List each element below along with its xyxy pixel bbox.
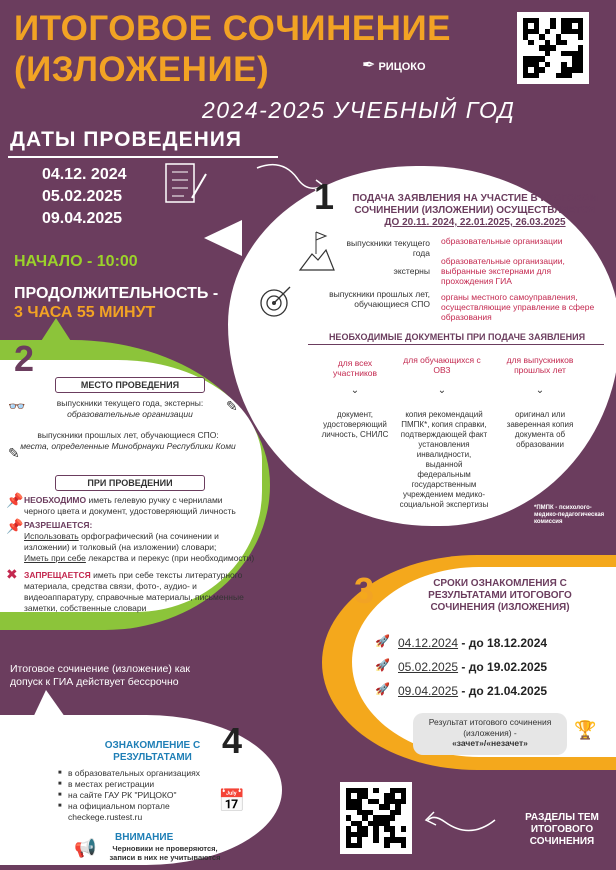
chevron-down-icon: ⌄ [535,385,545,396]
duration-value: 3 ЧАСА 55 МИНУТ [14,304,156,321]
rocket-icon: 🚀 [375,682,390,696]
results-places-list [58,768,228,823]
list-item: ■ на сайте ГАУ РК "РИЦОКО" [58,790,228,801]
ricoko-logo [362,55,426,75]
chevron-down-icon: ⌄ [350,385,360,396]
list-item[interactable]: ■ на официальном портале checkege.rustest.ru [58,801,228,823]
megaphone-icon: 📢 [74,838,97,858]
title-line-2: (ИЗЛОЖЕНИЕ) [14,50,270,89]
apply-place-current-grads: образовательные организации [441,236,563,246]
docs-col-ovz-text: копия рекомендаций ПМПК*, копия справки, подтверждающей факт установления инвалидности, выданной федеральным государственным учреждением медико-социальной экспертизы [399,410,489,509]
date-item: 04.12. 2024 [42,166,127,183]
pin-icon: 📌 [6,518,24,534]
flag-summit-icon [296,228,336,274]
pmpk-footnote: *ПМПК - психолого-медико-педагогическая комиссия [534,505,605,525]
docs-col-past-head: для выпускников прошлых лет [506,355,574,375]
docs-col-ovz-head: для обучающихся с ОВЗ [403,355,481,375]
start-time: НАЧАЛО - 10:00 [14,253,138,270]
rocket-icon: 🚀 [375,658,390,672]
cross-icon: ✖ [6,566,18,582]
allowed-rule: РАЗРЕШАЕТСЯ: Использовать орфографический (на сочинении и изложении) и толковый (на изложении) словари; Иметь при себе лекарства и перекус (при необходимости) [24,520,255,563]
school-year: 2024-2025 УЧЕБНЫЙ ГОД [202,97,516,123]
trophy-icon: 🏆 [574,720,597,740]
list-item: ■ в местах регистрации [58,779,228,790]
topics-label: РАЗДЕЛЫ ТЕМ ИТОГОВОГО СОЧИНЕНИЯ [525,812,599,847]
place-current: выпускники текущего года, экстерны: образовательные организации [56,398,204,419]
dates-list [42,164,127,230]
qr-code-bottom[interactable] [340,782,412,854]
deadline-row: 09.04.2025 - до 21.04.2025 [398,684,548,698]
applicant-current-grads: выпускники текущего года [346,238,430,258]
rocket-icon: 🚀 [375,634,390,648]
place-heading: МЕСТО ПРОВЕДЕНИЯ [55,377,205,393]
deadline-row: 05.02.2025 - до 19.02.2025 [398,660,548,674]
block-2-number: 2 [14,338,35,379]
block-1-deadline-dates: ДО 20.11. 2024, 22.01.2025, 26.03.2025 [384,217,566,228]
bubble-1-tail [204,220,242,256]
docs-divider [308,344,604,345]
docs-col-past-text: оригинал или заверенная копия документа об образовании [506,410,574,449]
document-checklist-icon [162,160,208,210]
block-4-heading: ОЗНАКОМЛЕНИЕ С РЕЗУЛЬТАТАМИ [104,740,201,763]
dates-underline [8,156,278,158]
date-item: 09.04.2025 [42,210,123,227]
date-item: 05.02.2025 [42,188,123,205]
place-past: выпускники прошлых лет, обучающиеся СПО: места, определенные Минобрнауки Республики Коми [20,430,236,451]
admission-note: Итоговое сочинение (изложение) как допуск к ГИА действует бессрочно [10,663,191,688]
docs-col-all-text: документ, удостоверяющий личность, СНИЛС [321,410,389,439]
docs-col-all-head: для всех участников [332,358,378,378]
applicant-external: экстерны [393,266,430,276]
compass-icon: ✎ [226,398,238,414]
logo-text: РИЦОКО [378,61,426,73]
calendar-icon: 📅 [218,788,246,813]
duration-label: ПРОДОЛЖИТЕЛЬНОСТЬ - [14,285,219,302]
forbidden-rule: ЗАПРЕЩАЕТСЯ иметь при себе тексты литературного материала, средства связи, фото-, аудио- и видеоаппаратуру, справочные материалы, письменные заметки, собственные словари [24,570,244,613]
quill-icon: ✒ [362,57,376,74]
block-1-number: 1 [314,176,335,217]
block-4-number: 4 [222,720,243,761]
conduct-heading: ПРИ ПРОВЕДЕНИИ [55,475,205,491]
necessary-rule: НЕОБХОДИМО иметь гелевую ручку с чернилами черного цвета и документ, удостоверяющий личность [24,495,236,516]
target-icon [258,285,292,319]
attention-heading: ВНИМАНИЕ [115,832,174,843]
glasses-icon: 👓 [8,398,26,414]
dates-heading: ДАТЫ ПРОВЕДЕНИЯ [10,128,242,151]
pin-icon: 📌 [6,492,24,508]
arrow-icon [420,800,500,840]
block-3-heading: СРОКИ ОЗНАКОМЛЕНИЯ С РЕЗУЛЬТАТАМИ ИТОГОВОГО СОЧИНЕНИЯ (ИЗЛОЖЕНИЯ) [428,578,572,613]
attention-text: Черновики не проверяются, записи в них не учитываются [109,844,221,862]
title [14,8,451,90]
block-1-heading: ПОДАЧА ЗАЯВЛЕНИЯ НА УЧАСТИЕ В ИТОГОВОМ СОЧИНЕНИИ (ИЗЛОЖЕНИИ) ОСУЩЕСТВЛЯЕТСЯ ДО 20.11. 2024, 22.01.2025, 26.03.2025 [345,193,605,229]
result-box: Результат итогового сочинения (изложения) - «зачет»/«незачет» [413,713,567,755]
title-line-1: ИТОГОВОЕ СОЧИНЕНИЕ [14,9,451,48]
block-3-number: 3 [354,570,375,611]
chevron-down-icon: ⌄ [437,385,447,396]
docs-heading: НЕОБХОДИМЫЕ ДОКУМЕНТЫ ПРИ ПОДАЧЕ ЗАЯВЛЕНИЯ [328,332,586,342]
apply-place-past-grads: органы местного самоуправления, осуществляющие управление в сфере образования [441,292,595,322]
deadline-row: 04.12.2024 - до 18.12.2024 [398,636,548,650]
list-item: ■ в образовательных организациях [58,768,228,779]
pencil-icon: ✎ [8,445,20,461]
qr-code-top[interactable] [517,12,589,84]
applicant-past-grads: выпускники прошлых лет, обучающиеся СПО [329,289,430,309]
apply-place-external: образовательные организации, выбранные экстернами для прохождения ГИА [441,256,565,286]
